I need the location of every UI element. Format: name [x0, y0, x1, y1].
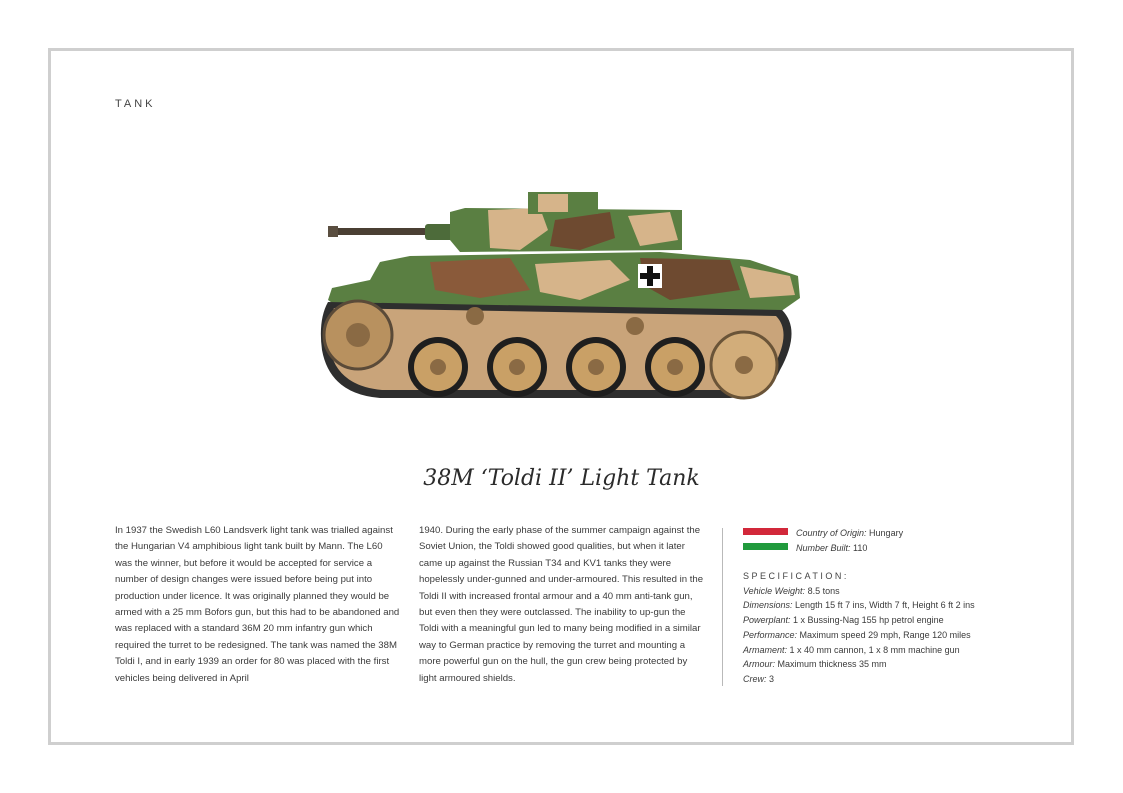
tank-muzzle: [328, 226, 338, 237]
tank-return-roller: [466, 307, 484, 325]
spec-label: Armour:: [743, 659, 776, 670]
specification-list: [743, 569, 1043, 687]
tank-gun-barrel: [332, 228, 432, 235]
flag-band-white: [743, 535, 788, 543]
cross-insignia-bar: [640, 273, 660, 279]
built-value: 110: [853, 543, 868, 553]
column-divider: [722, 528, 723, 686]
camo-patch: [538, 194, 568, 212]
origin-value: Hungary: [869, 528, 904, 538]
spec-row-armour: [743, 657, 1043, 672]
spec-row-weight: [743, 584, 1043, 599]
origin-info: [796, 526, 903, 556]
spec-row-crew: [743, 672, 1043, 687]
spec-value: Maximum speed 29 mph, Range 120 miles: [799, 629, 971, 640]
spec-value: 1 x Bussing-Nag 155 hp petrol engine: [793, 615, 944, 626]
spec-value: 3: [769, 673, 775, 684]
category-label: TANK: [115, 98, 156, 110]
spec-row-performance: [743, 628, 1043, 643]
hungary-flag-icon: [743, 528, 788, 551]
spec-label: Crew:: [743, 673, 767, 684]
built-row: [796, 541, 903, 556]
spec-row-armament: [743, 643, 1043, 658]
description-column-2: 1940. During the early phase of the summer campaign against the Soviet Union, the Toldi showed good qualities, but when it later came up against the Russian T34 and KV1 tanks they were hopelessly under-gunned and under-armoured. This resulted in the Toldi II with increased frontal armour and a 40 mm anti-tank gun, but even then they were outclassed. The inability to up-gun the Toldi with a meaningful gun led to many being modified in a similar way to German practice by removing the turret and mounting a more powerful gun on the hull, the gun crew being protected by light armoured shields.: [419, 525, 704, 684]
spec-value: 8.5 tons: [807, 585, 840, 596]
spec-value: Maximum thickness 35 mm: [777, 659, 887, 670]
description-column-1: In 1937 the Swedish L60 Landsverk light tank was trialled against the Hungarian V4 amphibious light tank built by Mann. The L60 was the winner, but before it would be accepted for service a number of design changes were issued before being put into production under licence. It was originally planned they would be armed with a 25 mm Bofors gun, but this had to be abandoned and was replaced with a standard 36M 20 mm infantry gun which required the turret to be redesigned. The tank was named the 38M Toldi I, and in early 1939 an order for 80 was placed with the first vehicles being delivered in April: [115, 525, 400, 684]
spec-label: Performance:: [743, 629, 798, 640]
origin-label: Country of Origin:: [796, 528, 867, 538]
spec-row-powerplant: [743, 613, 1043, 628]
page-title: 38M ‘Toldi II’ Light Tank: [423, 466, 700, 491]
spec-row-dimensions: [743, 598, 1043, 613]
spec-label: Vehicle Weight:: [743, 585, 806, 596]
spec-label: Powerplant:: [743, 615, 791, 626]
origin-row: [796, 526, 903, 541]
specification-heading: SPECIFICATION:: [743, 571, 849, 581]
spec-value: Length 15 ft 7 ins, Width 7 ft, Height 6 ft 2 ins: [795, 600, 975, 611]
spec-label: Armament:: [743, 644, 788, 655]
spec-value: 1 x 40 mm cannon, 1 x 8 mm machine gun: [789, 644, 960, 655]
tank-return-roller: [626, 317, 644, 335]
flag-band-green: [743, 543, 788, 550]
built-label: Number Built:: [796, 543, 851, 553]
flag-band-red: [743, 528, 788, 535]
tank-illustration: [310, 180, 810, 410]
tank-sprocket-hub: [346, 323, 370, 347]
spec-label: Dimensions:: [743, 600, 793, 611]
